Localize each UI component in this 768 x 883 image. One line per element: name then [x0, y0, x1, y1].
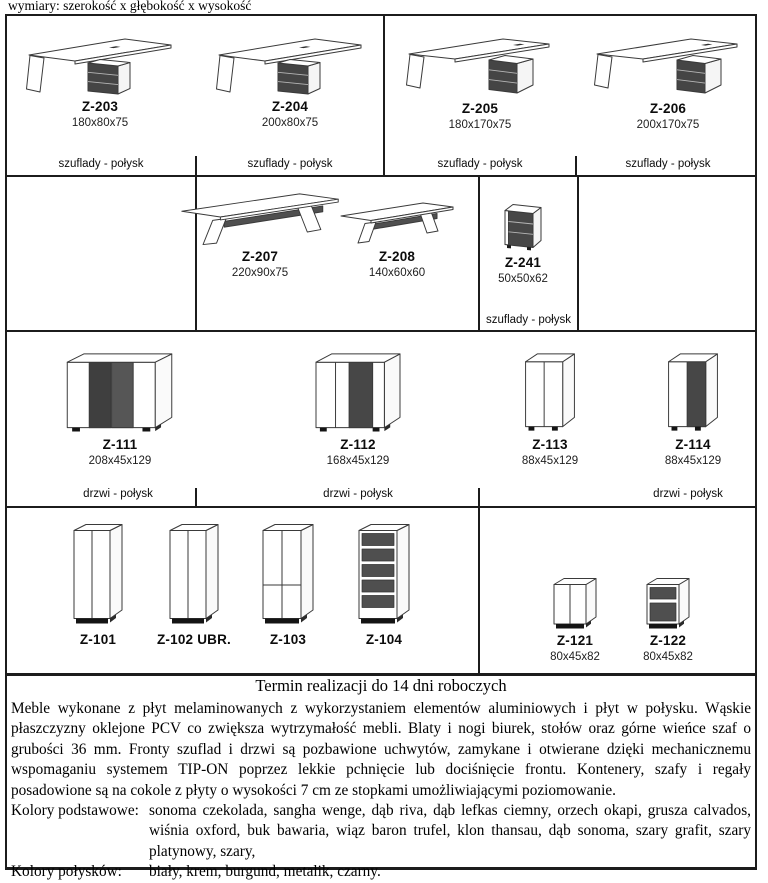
- corner-desk-illustration: [405, 34, 555, 98]
- product-z208: [332, 198, 462, 279]
- product-z112: [278, 350, 438, 467]
- finish-label-drawers: szuflady - połysk: [58, 158, 144, 170]
- desk-with-pedestal-illustration: [25, 34, 175, 96]
- product-dimensions: 200x170x75: [636, 119, 700, 131]
- product-z104: [324, 521, 444, 647]
- product-model: Z-241: [504, 255, 542, 270]
- table-illustration: [338, 198, 456, 246]
- grid-line: [7, 175, 755, 177]
- product-z111: [40, 350, 200, 467]
- product-model: Z-203: [81, 99, 119, 114]
- product-dimensions: 208x45x129: [88, 455, 152, 467]
- product-model: Z-204: [271, 99, 309, 114]
- grid-line: [195, 156, 197, 175]
- gloss-colors-list: biały, krem, burgund, metalik, czarny.: [149, 863, 381, 881]
- product-dimensions: 88x45x129: [664, 455, 722, 467]
- grid-line: [577, 175, 579, 330]
- product-z113: [490, 350, 610, 467]
- lead-time-heading: Termin realizacji do 14 dni roboczych: [255, 676, 507, 695]
- desk-with-pedestal-illustration: [215, 34, 365, 96]
- product-dimensions: 80x45x82: [643, 651, 693, 663]
- product-z114: [633, 350, 753, 467]
- sideboard-three-door-illustration: [310, 350, 406, 434]
- grid-line: [7, 330, 755, 332]
- base-colors-label: Kolory podstawowe:: [11, 802, 139, 820]
- finish-label-drawers: szuflady - połysk: [437, 158, 523, 170]
- drawer-container-illustration: [500, 200, 546, 252]
- info-section: [7, 673, 755, 883]
- gloss-colors-label: Kolory połysków:: [11, 863, 122, 881]
- grid-line: [7, 506, 755, 508]
- low-open-shelf-cabinet-illustration: [643, 574, 693, 630]
- product-z206: [588, 34, 748, 131]
- product-model: Z-113: [532, 437, 568, 452]
- grid-line: [478, 506, 480, 673]
- product-model: Z-208: [378, 249, 416, 264]
- low-two-door-cabinet-illustration: [550, 574, 600, 630]
- finish-label-drawers: szuflady - połysk: [247, 158, 333, 170]
- wardrobe-two-door-illustration: [70, 521, 126, 629]
- description-paragraph: Meble wykonane z płyt melaminowanych z wykorzystaniem elementów aluminiowych i płyt w połysku. Wąskie płaszczyzny oklejone PCV co zwiększa wytrzymałość mebli. Blaty i nogi biurek, stołów oraz górne wieńce szaf o grubości 36 mm. Fronty szuflad i drzwi są pozbawione uchwytów, zamykane i otwierane dzięki mechanicznemu wspomaganiu systemem TIP-ON poprzez lekkie pchnięcie lub dociśnięcie frontu. Kontenery, szafy i regały posadowione są na cokole z płyty o wysokości 7 cm ze stopkami umożliwiającymi poziomowanie.: [11, 700, 751, 799]
- sideboard-four-door-illustration: [61, 350, 179, 434]
- grid-line: [383, 16, 385, 175]
- product-dimensions: 140x60x60: [368, 267, 426, 279]
- product-dimensions: 180x170x75: [448, 119, 512, 131]
- product-z122: [613, 574, 723, 663]
- open-shelf-unit-illustration: [355, 521, 413, 629]
- catalog-table: [5, 14, 757, 881]
- finish-label-doors: drzwi - połysk: [653, 488, 723, 500]
- corner-desk-illustration: [593, 34, 743, 98]
- product-model: Z-121: [556, 633, 594, 648]
- wardrobe-four-panel-illustration: [259, 521, 317, 629]
- product-z203: [20, 34, 180, 129]
- product-model: Z-207: [241, 249, 279, 264]
- conference-table-illustration: [176, 190, 344, 246]
- base-colors-list: sonoma czekolada, sangha wenge, dąb riva, dąb lefkas ciemny, orzech okapi, grusza calvados, wiśnia oxford, buk bawaria, wiąz baron trufel, klon thansau, dąb sonoma, szary grafit, szary platynowy, szary,: [149, 802, 751, 860]
- product-z241: [473, 200, 573, 285]
- product-dimensions: 88x45x129: [521, 455, 579, 467]
- grid-line: [575, 156, 577, 175]
- product-model: Z-112: [340, 437, 376, 452]
- product-dimensions: 200x80x75: [261, 117, 319, 129]
- product-dimensions: 80x45x82: [550, 651, 600, 663]
- product-dimensions: 50x50x62: [498, 273, 548, 285]
- product-model: Z-101: [79, 632, 117, 647]
- two-door-cabinet-dark-illustration: [664, 350, 722, 434]
- product-dimensions: 168x45x129: [326, 455, 390, 467]
- product-model: Z-102 UBR.: [156, 632, 231, 647]
- finish-label-drawers: szuflady - połysk: [485, 314, 571, 326]
- product-dimensions: 220x90x75: [231, 267, 289, 279]
- dimensions-note: wymiary: szerokość x głębokość x wysokość: [8, 0, 252, 13]
- product-z204: [210, 34, 370, 129]
- product-model: Z-205: [461, 101, 499, 116]
- finish-label-doors: drzwi - połysk: [83, 488, 153, 500]
- product-z205: [400, 34, 560, 131]
- product-z207: [175, 190, 345, 279]
- finish-label-doors: drzwi - połysk: [323, 488, 393, 500]
- gloss-colors-row: [7, 862, 755, 882]
- two-door-cabinet-illustration: [521, 350, 579, 434]
- product-model: Z-114: [675, 437, 711, 452]
- product-model: Z-104: [365, 632, 403, 647]
- product-dimensions: 180x80x75: [71, 117, 129, 129]
- product-model: Z-122: [649, 633, 687, 648]
- base-colors-row: [7, 801, 755, 862]
- product-model: Z-103: [269, 632, 307, 647]
- finish-label-drawers: szuflady - połysk: [625, 158, 711, 170]
- wardrobe-two-door-illustration: [166, 521, 222, 629]
- grid-line: [478, 488, 480, 506]
- product-model: Z-206: [649, 101, 687, 116]
- product-model: Z-111: [102, 437, 138, 452]
